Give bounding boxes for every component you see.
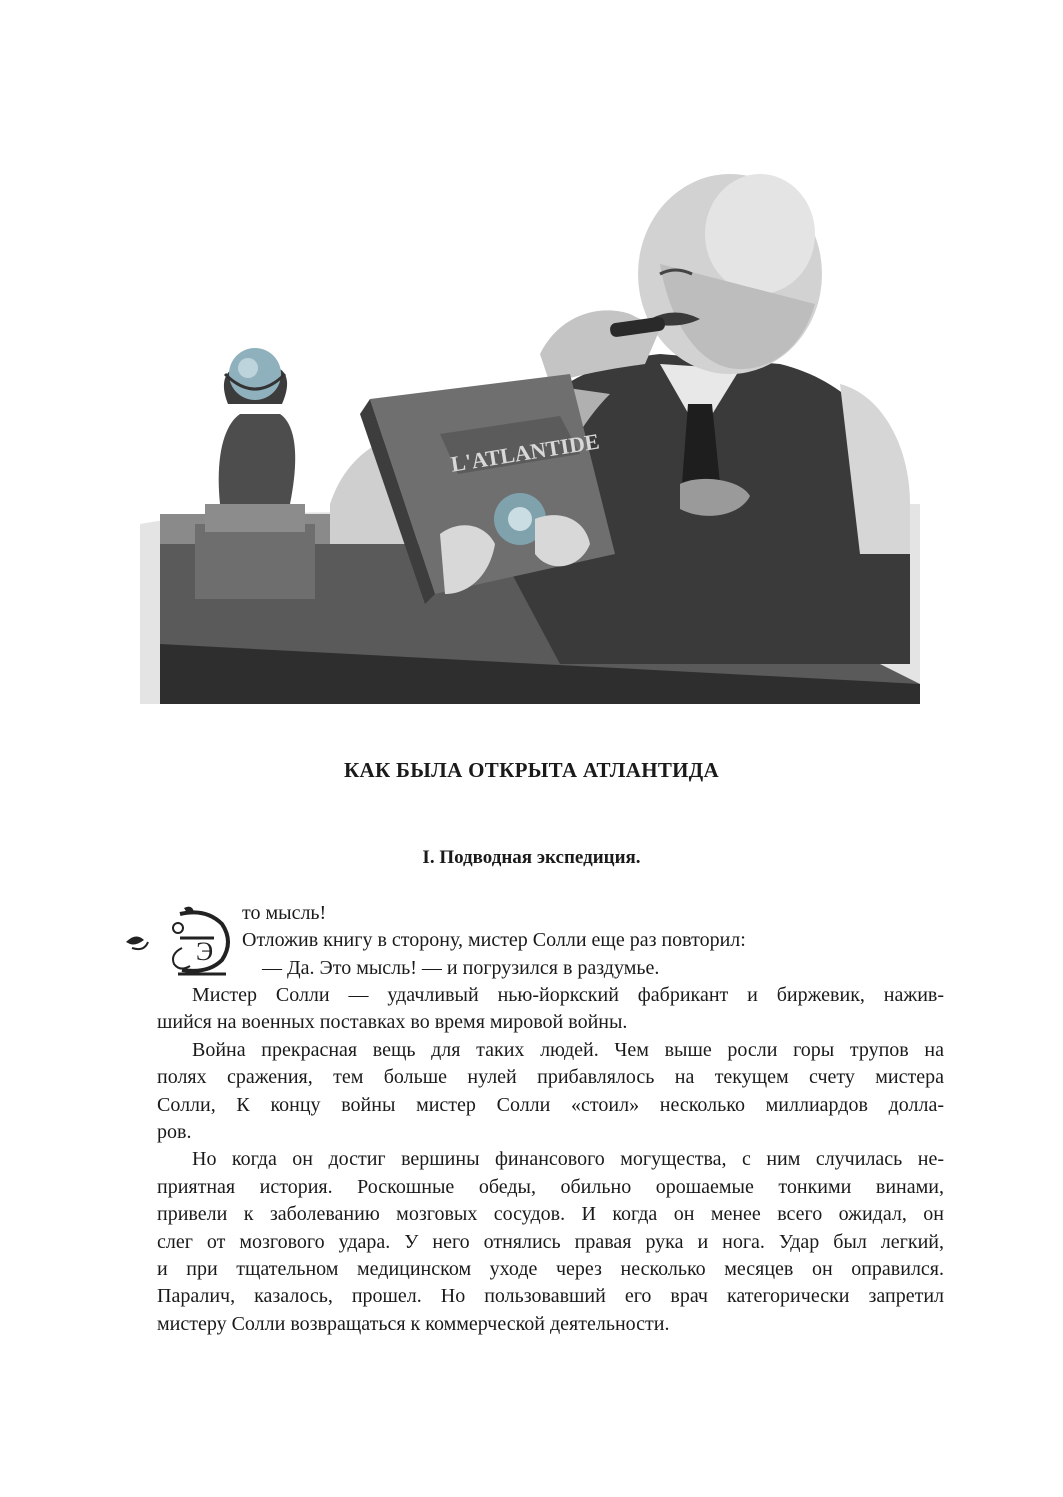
- paragraph-line: Но когда он достиг вершины финансового могущества, с ним случилась не-: [192, 1148, 944, 1171]
- body-text: [122, 900, 944, 1338]
- opening-line-3: — Да. Это мысль! — и погрузился в раздумье.: [262, 956, 660, 979]
- opening-line-1: то мысль!: [242, 902, 327, 924]
- paragraph-3: [122, 1146, 944, 1338]
- section-title: I. Подводная экспедиция.: [422, 847, 641, 868]
- paragraph-2: [122, 1037, 944, 1147]
- book-title: L'ATLANTIDE: [449, 428, 602, 477]
- dropcap-letter: Э: [196, 937, 214, 966]
- paragraph-1: [122, 982, 944, 1037]
- chapter-title: КАК БЫЛА ОТКРЫТА АТЛАНТИДА: [343, 758, 719, 782]
- paragraph-line: слег от мозгового удара. У него отнялись правая рука и нога. Удар был легкий,: [157, 1230, 944, 1253]
- paragraph-line: приятная история. Роскошные обеды, обильно орошаемые тонкими винами,: [157, 1175, 944, 1198]
- opening-block: [122, 900, 944, 982]
- paragraph-line: Война прекрасная вещь для таких людей. Чем выше росли горы трупов на: [192, 1038, 944, 1061]
- paragraph-line: Мистер Солли — удачливый нью-йоркский фабрикант и биржевик, нажив-: [192, 984, 944, 1006]
- paragraph-line: шийся на военных поставках во время мировой войны.: [157, 1011, 628, 1034]
- man-reading-book-illustration: [140, 124, 920, 704]
- opening-line-2: Отложив книгу в сторону, мистер Солли еще раз повторил:: [242, 929, 746, 952]
- ornamental-dropcap-icon: [122, 902, 240, 978]
- paragraph-line: мистеру Солли возвращаться к коммерческой деятельности.: [157, 1312, 670, 1335]
- paragraph-line: Солли, К концу войны мистер Солли «стоил» несколько миллиардов долла-: [157, 1093, 944, 1116]
- illustration: [140, 124, 920, 704]
- paragraph-line: Паралич, казалось, прошел. Но пользовавший его врач категорически запретил: [157, 1285, 944, 1308]
- dropcap-ornament: [122, 902, 240, 978]
- paragraph-line: привели к заболеванию мозговых сосудов. И когда он менее всего ожидал, он: [157, 1203, 944, 1226]
- paragraph-line: ров.: [157, 1121, 192, 1144]
- paragraph-line: полях сражения, тем больше нулей прибавлялось на текущем счету мистера: [157, 1066, 944, 1089]
- paragraph-line: и при тщательном медицинском уходе через несколько месяцев он оправился.: [157, 1258, 944, 1281]
